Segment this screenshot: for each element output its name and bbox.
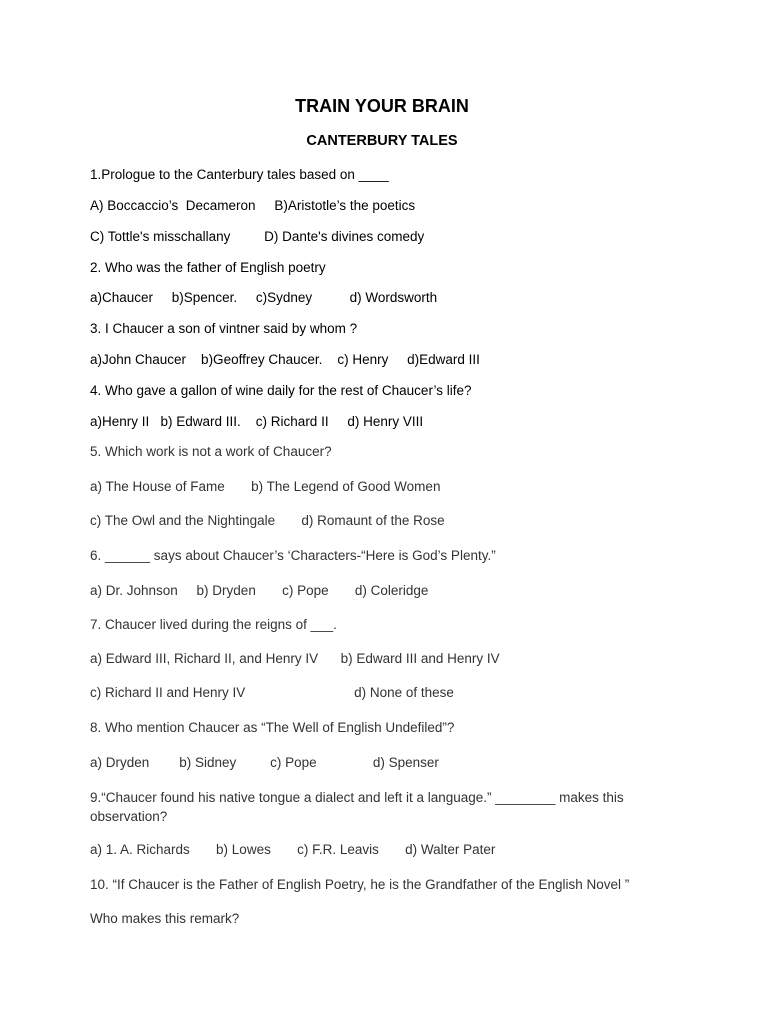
question-5-options-row-2: c) The Owl and the Nightingale d) Romaunt of the Rose: [90, 513, 445, 528]
question-1-options-row-2: C) Tottle's misschallany D) Dante's divines comedy: [90, 229, 425, 244]
question-8: 8. Who mention Chaucer as “The Well of English Undefiled”?: [90, 720, 455, 735]
question-8-options: a) Dryden b) Sidney c) Pope d) Spenser: [90, 755, 439, 770]
question-3: 3. I Chaucer a son of vintner said by whom ?: [90, 321, 358, 336]
question-6-options: a) Dr. Johnson b) Dryden c) Pope d) Coleridge: [90, 583, 429, 598]
question-2-options: a)Chaucer b)Spencer. c)Sydney d) Wordsworth: [90, 290, 438, 305]
question-9-options: a) 1. A. Richards b) Lowes c) F.R. Leavis d) Walter Pater: [90, 842, 496, 857]
question-3-options: a)John Chaucer b)Geoffrey Chaucer. c) Henry d)Edward III: [90, 352, 480, 367]
question-5-options-row-1: a) The House of Fame b) The Legend of Good Women: [90, 479, 441, 494]
question-6: 6. ______ says about Chaucer’s ‘Characters-“Here is God’s Plenty.”: [90, 548, 496, 563]
question-5: 5. Which work is not a work of Chaucer?: [90, 444, 332, 459]
page-title: TRAIN YOUR BRAIN: [295, 96, 469, 116]
question-7: 7. Chaucer lived during the reigns of ___.: [90, 617, 337, 632]
question-1-options-row-1: A) Boccaccio’s Decameron B)Aristotle’s the poetics: [90, 198, 416, 213]
question-7-options-row-2: c) Richard II and Henry IV d) None of these: [90, 685, 454, 700]
question-1: 1.Prologue to the Canterbury tales based on ____: [90, 167, 389, 182]
question-7-options-row-1: a) Edward III, Richard II, and Henry IV b) Edward III and Henry IV: [90, 651, 500, 666]
question-10: 10. “If Chaucer is the Father of English Poetry, he is the Grandfather of the English Novel ”: [90, 877, 630, 892]
question-4: 4. Who gave a gallon of wine daily for the rest of Chaucer’s life?: [90, 383, 472, 398]
question-4-options: a)Henry II b) Edward III. c) Richard II d) Henry VIII: [90, 414, 424, 429]
question-9: 9.“Chaucer found his native tongue a dialect and left it a language.” ________ makes this observation?: [90, 790, 624, 824]
page-subtitle: CANTERBURY TALES: [306, 133, 458, 149]
question-10-followup: Who makes this remark?: [90, 911, 240, 926]
question-2: 2. Who was the father of English poetry: [90, 260, 326, 275]
